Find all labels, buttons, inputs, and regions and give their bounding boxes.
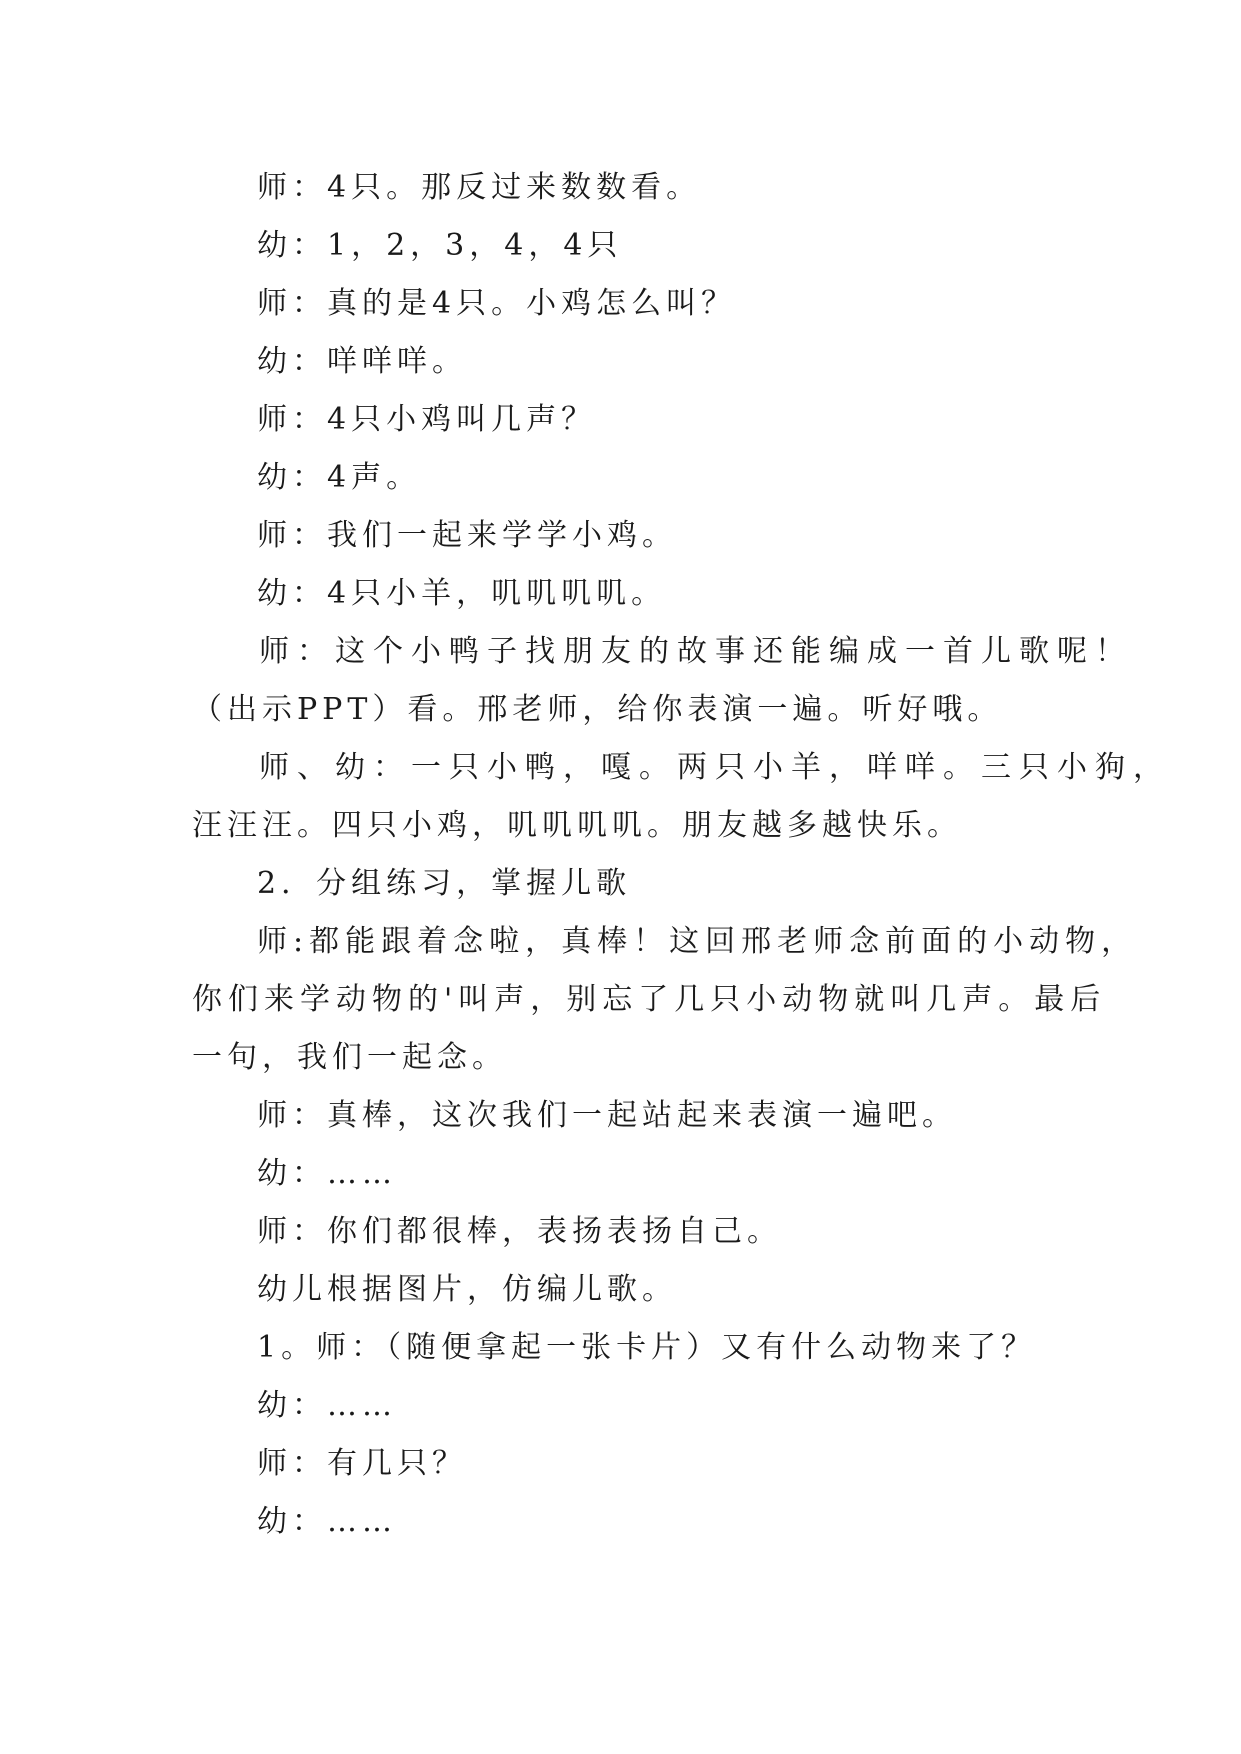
text-line: 幼：咩咩咩。: [257, 344, 467, 379]
text-line: 幼：……: [257, 1156, 397, 1191]
text-line: 师：你们都很棒，表扬表扬自己。: [257, 1214, 782, 1249]
text-line: 师：这个小鸭子找朋友的故事还能编成一首儿歌呢！: [259, 634, 1133, 669]
text-line: 汪汪汪。四只小鸡，叽叽叽叽。朋友越多越快乐。: [192, 808, 962, 843]
text-line: 幼儿根据图片，仿编儿歌。: [257, 1272, 677, 1307]
text-line: 师：我们一起来学学小鸡。: [257, 518, 677, 553]
text-line: 师：有几只？: [257, 1446, 467, 1481]
text-line: （出示PPT）看。邢老师，给你表演一遍。听好哦。: [192, 692, 1003, 727]
text-line: 你们来学动物的'叫声，别忘了几只小动物就叫几声。最后: [192, 982, 1107, 1017]
text-line: 幼：……: [257, 1504, 397, 1539]
text-line: 师：真的是4只。小鸡怎么叫？: [257, 286, 737, 321]
text-line: 师:都能跟着念啦，真棒！这回邢老师念前面的小动物，: [257, 924, 1138, 959]
text-line: 幼：4声。: [257, 460, 422, 495]
section-heading: 2．分组练习，掌握儿歌: [257, 866, 632, 901]
text-line: 幼：4只小羊，叽叽叽叽。: [257, 576, 667, 611]
text-line: 1。师：（随便拿起一张卡片）又有什么动物来了？: [257, 1330, 1037, 1365]
text-line: 一句，我们一起念。: [192, 1040, 507, 1075]
text-line: 师：真棒，这次我们一起站起来表演一遍吧。: [257, 1098, 957, 1133]
text-line: 师：4只小鸡叫几声？: [257, 402, 597, 437]
text-line: 师：4只。那反过来数数看。: [257, 170, 702, 205]
text-line: 幼：……: [257, 1388, 397, 1423]
text-line: 幼：1，2，3，4，4只: [257, 228, 623, 263]
text-line: 师、幼：一只小鸭，嘎。两只小羊，咩咩。三只小狗，: [259, 750, 1171, 785]
